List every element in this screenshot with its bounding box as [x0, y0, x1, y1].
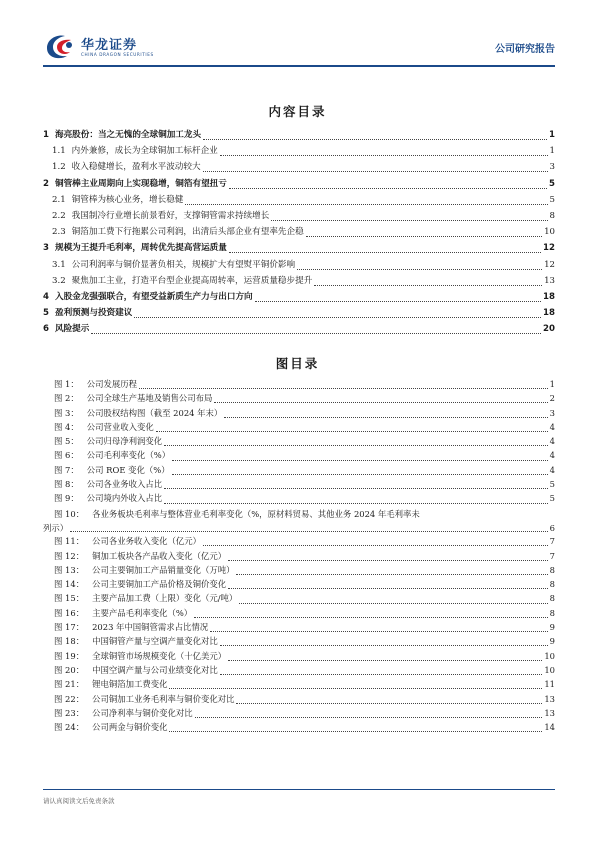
dot-leader — [229, 187, 547, 189]
figure-entry[interactable] — [54, 607, 555, 621]
dot-leader — [139, 387, 548, 389]
toc-entry-number: 2 — [43, 178, 49, 189]
figure-entry-label: 图 19： — [54, 650, 85, 661]
toc-entry[interactable] — [43, 177, 555, 193]
toc-entry-title: 铜管棒主业周期向上实现稳增，铜箔有望扭亏 — [54, 178, 227, 189]
dot-leader — [271, 219, 547, 221]
figure-entry-label: 图 20： — [54, 664, 85, 675]
figure-entry-page: 1 — [549, 379, 555, 389]
figure-entry-title: 公司各业务收入变化（亿元） — [92, 536, 201, 547]
dot-leader — [306, 235, 542, 237]
dot-leader — [228, 659, 542, 661]
toc-entry[interactable] — [43, 274, 555, 290]
figure-entry-label: 图 14： — [54, 579, 85, 590]
figure-entry-label: 图 11： — [54, 536, 85, 547]
figure-entry-label: 图 21： — [54, 679, 85, 690]
figure-entry-label: 图 13： — [54, 564, 85, 575]
figure-entry-title: 公司境内外收入占比 — [86, 493, 163, 504]
figure-entry[interactable] — [54, 478, 555, 492]
toc-entry-number: 1.2 — [52, 162, 66, 173]
dot-leader — [194, 616, 547, 618]
figure-entry-label: 图 2： — [54, 393, 79, 404]
toc-entry-number: 3.2 — [52, 275, 66, 286]
figure-entry-title: 公司归母净利润变化 — [86, 436, 163, 447]
figure-entry-page: 4 — [549, 421, 555, 432]
figure-entry[interactable] — [54, 707, 555, 721]
toc-entry-page: 12 — [544, 259, 555, 270]
page-header — [43, 30, 555, 68]
figure-entry[interactable] — [54, 678, 555, 692]
dot-leader — [203, 170, 548, 172]
figure-entry-title: 中国铜管产量与空调产量变化对比 — [92, 636, 218, 647]
disclaimer-note: 请认真阅读文后免责条款 — [43, 797, 115, 805]
figure-entry-page: 7 — [549, 550, 555, 561]
toc-entry-number: 2.2 — [52, 210, 66, 221]
toc-entry-title: 收入稳健增长，盈利水平波动较大 — [71, 162, 201, 173]
toc-entry[interactable] — [43, 258, 555, 274]
figure-entry-page: 4 — [549, 436, 555, 447]
figure-entry-label: 图 1： — [54, 379, 79, 389]
figure-entry-label: 图 12： — [54, 550, 85, 561]
figure-entry-title: 2023 年中国铜管需求占比情况 — [92, 622, 209, 633]
figure-entry[interactable] — [54, 564, 555, 578]
figure-entry-title: 锂电铜箔加工费变化 — [92, 679, 168, 690]
figure-entry-title: 各业务板块毛利率与整体营业毛利率变化（%，原材料贸易、其他业务 2024 年毛利率未 — [92, 508, 420, 519]
figure-entry-title: 铜加工板块各产品收入变化（亿元） — [92, 550, 227, 561]
figure-entry-page: 8 — [549, 579, 555, 590]
figure-entry-label: 图 4： — [54, 421, 79, 432]
figure-entry-page: 6 — [549, 522, 555, 533]
figure-entry-page: 10 — [544, 664, 555, 675]
toc-entry-page: 13 — [544, 275, 555, 286]
dot-leader — [169, 730, 542, 732]
toc-entry[interactable] — [43, 160, 555, 176]
figure-entry-page: 13 — [544, 707, 555, 718]
dot-leader — [203, 544, 548, 546]
dot-leader — [220, 154, 548, 156]
figure-entry[interactable] — [54, 435, 555, 449]
figure-entry[interactable] — [54, 592, 555, 606]
toc-entry-number: 2.3 — [52, 227, 66, 238]
figure-entry-title: 全球铜管市场规模变化（十亿美元） — [92, 650, 227, 661]
figure-entry-title: 公司各业务收入占比 — [86, 479, 163, 490]
toc-entry[interactable] — [43, 225, 555, 241]
figure-entry[interactable] — [54, 535, 555, 549]
dot-leader — [164, 444, 548, 446]
figure-entry[interactable] — [54, 578, 555, 592]
figure-entry-label: 图 17： — [54, 622, 85, 633]
dot-leader — [185, 203, 547, 205]
toc-entry-page: 8 — [549, 210, 555, 221]
dot-leader — [70, 530, 548, 532]
dot-leader — [224, 416, 547, 418]
figure-entry-label: 图 10： — [54, 508, 85, 519]
figure-entry[interactable] — [54, 464, 555, 478]
logo-english-name: CHINA DRAGON SECURITIES — [81, 52, 154, 57]
dot-leader — [236, 573, 547, 575]
toc-entry-title: 盈利预测与投资建议 — [54, 308, 133, 319]
toc-entry-page: 1 — [549, 130, 555, 140]
figure-entry[interactable] — [54, 721, 555, 735]
figure-entry-page: 3 — [549, 407, 555, 418]
toc-entry-page: 5 — [549, 178, 555, 189]
toc-entry-number: 5 — [43, 308, 49, 319]
dot-leader — [220, 644, 548, 646]
toc-entry[interactable] — [43, 306, 555, 322]
figure-entry[interactable] — [54, 449, 555, 463]
toc-entry-number: 3 — [43, 243, 49, 254]
company-logo — [43, 30, 163, 64]
figure-entry-page: 11 — [544, 679, 555, 690]
figure-entry-title: 中国空调产量与公司业绩变化对比 — [92, 664, 218, 675]
figure-entry-title: 公司 ROE 变化（%） — [86, 464, 170, 475]
figure-entry-page: 9 — [549, 622, 555, 633]
figure-entry-title: 主要产品毛利率变化（%） — [92, 607, 193, 618]
toc-entry-number: 6 — [43, 324, 49, 335]
figure-entry-label: 图 15： — [54, 593, 85, 604]
toc-entry-number: 1.1 — [52, 146, 66, 157]
figure-entry-title: 公司营业收入变化 — [86, 421, 154, 432]
toc-entry-title: 入股金龙强强联合，有望受益新质生产力与出口方向 — [54, 291, 253, 302]
dot-leader — [172, 459, 548, 461]
toc-title: 内容目录 — [268, 104, 327, 119]
dot-leader — [228, 587, 548, 589]
dot-leader — [314, 284, 542, 286]
toc-entry-title: 聚焦加工主业，打造平台型企业提高周转率，运营质量稳步提升 — [71, 275, 313, 286]
toc-entry-page: 10 — [544, 227, 555, 238]
figure-entry-title: 公司净利率与铜价变化对比 — [92, 707, 193, 718]
dot-leader — [210, 630, 547, 632]
toc-entry[interactable] — [43, 290, 555, 306]
figure-entry-page: 10 — [544, 650, 555, 661]
dot-leader — [229, 251, 541, 253]
figure-entry[interactable] — [54, 492, 555, 506]
toc-entry-number: 1 — [43, 130, 49, 140]
dot-leader — [255, 300, 541, 302]
toc-entry[interactable] — [43, 193, 555, 209]
figure-entry-label: 图 6： — [54, 450, 79, 461]
toc-entry-title: 我国制冷行业增长前景看好，支撑铜管需求持续增长 — [71, 210, 270, 221]
dot-leader — [220, 673, 543, 675]
figure-entry-label: 图 8： — [54, 479, 79, 490]
figure-entry-page: 2 — [549, 393, 555, 404]
figure-entry-title: 公司发展历程 — [86, 379, 137, 389]
figure-entry-page: 4 — [549, 464, 555, 475]
toc-entry-title: 铜箔加工费下行拖累公司利润，出清后头部企业有望率先企稳 — [71, 227, 304, 238]
toc-entry-title: 公司利润率与铜价显著负相关，规模扩大有望熨平铜价影响 — [71, 259, 296, 270]
dot-leader — [214, 401, 547, 403]
figure-entry-label: 图 23： — [54, 707, 85, 718]
figure-entry-title: 主要产品加工费（上限）变化（元/吨） — [92, 593, 238, 604]
toc-entry-number: 4 — [43, 291, 49, 302]
toc-entry[interactable] — [43, 209, 555, 225]
figure-entry-title: 公司全球生产基地及销售公司布局 — [86, 393, 213, 404]
figure-entry-page: 7 — [549, 536, 555, 547]
toc-entry-title: 铜管棒为核心业务，增长稳健 — [71, 194, 184, 205]
toc-entry-number: 2.1 — [52, 194, 66, 205]
figure-entry-label: 图 3： — [54, 407, 79, 418]
toc-entry-number: 3.1 — [52, 259, 66, 270]
toc-entry-page: 5 — [549, 194, 555, 205]
figure-entry-label: 图 16： — [54, 607, 85, 618]
dot-leader — [195, 716, 543, 718]
toc-entry-title: 内外兼修，成长为全球铜加工标杆企业 — [71, 146, 218, 157]
header-divider — [43, 65, 555, 67]
figure-entry-label: 图 7： — [54, 464, 79, 475]
toc-entry[interactable] — [43, 128, 555, 144]
figure-entry-page: 4 — [549, 450, 555, 461]
figure-entry[interactable] — [54, 621, 555, 635]
logo-chinese-name: 华龙证券 — [81, 38, 138, 53]
figure-entry-title: 公司主要铜加工产品价格及铜价变化 — [92, 579, 227, 590]
toc-entry[interactable] — [43, 144, 555, 160]
figure-entry-page: 5 — [549, 479, 555, 490]
dot-leader — [297, 268, 542, 270]
report-type-label: 公司研究报告 — [495, 44, 555, 55]
figure-entry[interactable] — [54, 550, 555, 564]
figure-entry-page: 8 — [549, 607, 555, 618]
figure-entry[interactable] — [54, 407, 555, 421]
figure-entry-page: 9 — [549, 636, 555, 647]
figure-entry-page: 13 — [544, 693, 555, 704]
figure-entry-label: 图 22： — [54, 693, 85, 704]
figure-entry-title: 公司两金与铜价变化 — [92, 722, 168, 733]
dot-leader — [156, 430, 548, 432]
dot-leader — [134, 316, 541, 318]
figure-entry-page: 8 — [549, 564, 555, 575]
toc-entry[interactable] — [43, 322, 555, 338]
figure-entry-page: 14 — [544, 722, 555, 733]
dot-leader — [203, 138, 547, 140]
toc-entry-page: 1 — [549, 146, 555, 157]
figure-entry[interactable] — [54, 650, 555, 664]
dot-leader — [164, 502, 548, 504]
figure-entry[interactable] — [54, 693, 555, 707]
figure-entry-page: 8 — [549, 593, 555, 604]
toc-entry-page: 18 — [543, 308, 555, 319]
figure-entry-label: 图 18： — [54, 636, 85, 647]
toc-entry-page: 12 — [543, 243, 555, 254]
figure-entry[interactable] — [54, 635, 555, 649]
dot-leader — [164, 487, 548, 489]
toc-entry-page: 18 — [543, 291, 555, 302]
dot-leader — [169, 687, 542, 689]
figure-entry-label: 图 24： — [54, 722, 85, 733]
figure-entry-title: 公司毛利率变化（%） — [86, 450, 171, 461]
toc-entry-page: 3 — [549, 162, 555, 173]
toc-list — [43, 128, 555, 338]
figure-entry[interactable] — [54, 392, 555, 406]
figure-entry-label: 图 5： — [54, 436, 79, 447]
toc-entry[interactable] — [43, 241, 555, 257]
footer-divider — [43, 789, 555, 790]
figure-list — [43, 378, 555, 735]
figure-list-title: 图目录 — [275, 356, 320, 371]
toc-entry-title: 规模为王提升毛利率，周转优先提高营运质量 — [54, 243, 227, 254]
figure-entry[interactable] — [43, 507, 555, 536]
dragon-logo-icon — [43, 32, 77, 62]
figure-entry-title-continued: 列示） — [43, 522, 69, 533]
figure-entry[interactable] — [54, 378, 555, 392]
figure-entry-title: 公司铜加工业务毛利率与铜价变化对比 — [92, 693, 235, 704]
dot-leader — [236, 702, 542, 704]
toc-entry-title: 风险提示 — [54, 324, 90, 335]
toc-entry-title: 海亮股份：当之无愧的全球铜加工龙头 — [54, 130, 202, 140]
dot-leader — [172, 473, 548, 475]
dot-leader — [91, 332, 541, 334]
dot-leader — [239, 602, 547, 604]
dot-leader — [228, 559, 548, 561]
figure-entry-label: 图 9： — [54, 493, 79, 504]
figure-entry-page: 5 — [549, 493, 555, 504]
figure-entry-title: 公司股权结构图（截至 2024 年末） — [86, 407, 223, 418]
figure-entry[interactable] — [54, 664, 555, 678]
figure-entry-title: 公司主要铜加工产品销量变化（万吨） — [92, 564, 235, 575]
toc-entry-page: 20 — [543, 324, 555, 335]
figure-entry[interactable] — [54, 421, 555, 435]
